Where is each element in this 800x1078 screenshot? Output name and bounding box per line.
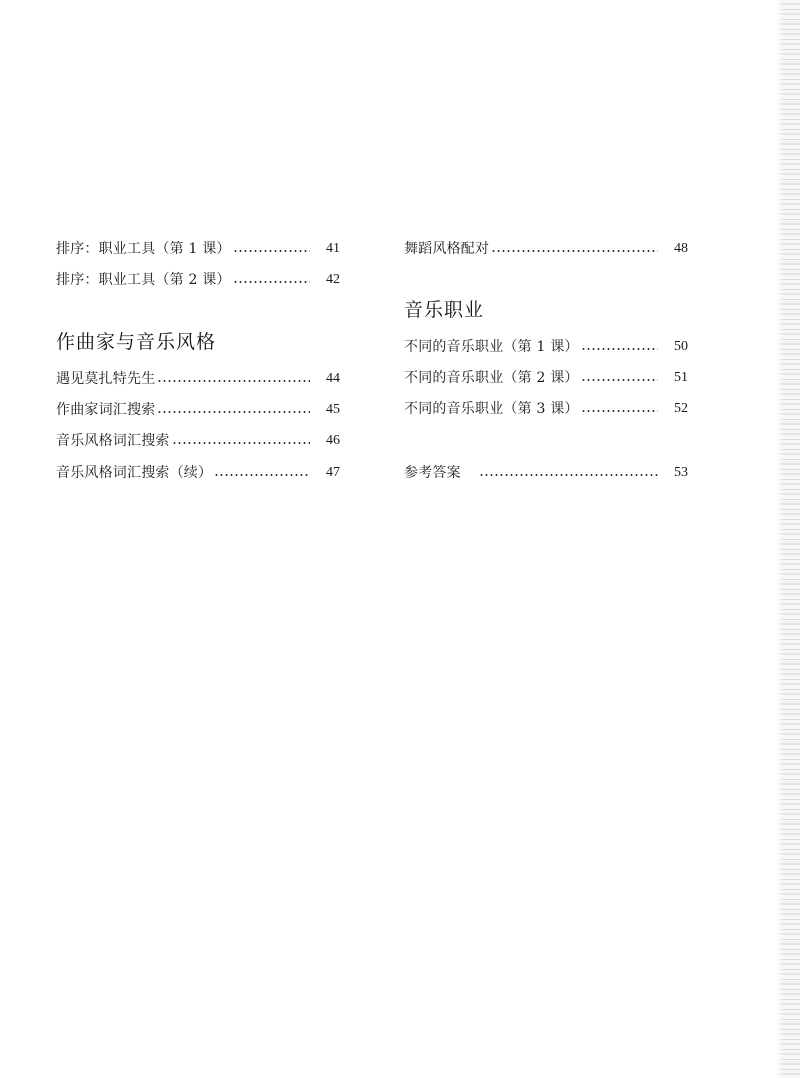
toc-entry-title: 不同的音乐职业（第 2 课）: [404, 370, 579, 386]
toc-entry[interactable]: [56, 238, 340, 260]
dot-leader: [233, 269, 310, 291]
toc-entry-title: 参考答案: [404, 465, 461, 481]
toc-entry[interactable]: [56, 269, 340, 291]
toc-entry-page: 52: [674, 401, 688, 416]
toc-entry-page: 45: [326, 402, 340, 417]
toc-entry-title: 排序：职业工具（第 2 课）: [56, 272, 231, 288]
toc-entry-page: 48: [674, 241, 688, 256]
toc-entry[interactable]: [56, 368, 340, 390]
dot-leader: [581, 398, 658, 420]
toc-entry[interactable]: [56, 399, 340, 421]
dot-leader: [233, 238, 310, 260]
toc-entry-page: 41: [326, 241, 340, 256]
section-heading: 作曲家与音乐风格: [56, 331, 217, 353]
dot-leader: [157, 399, 310, 421]
toc-entry-page: 44: [326, 371, 340, 386]
toc-entry-title: 音乐风格词汇搜索（续）: [56, 465, 213, 481]
toc-entry[interactable]: [404, 398, 688, 420]
section-heading: 音乐职业: [404, 299, 485, 321]
dot-leader: [581, 367, 658, 389]
page-edge-texture: [776, 0, 800, 1078]
toc-entry-answers[interactable]: [404, 462, 688, 484]
toc-entry-page: 47: [326, 465, 340, 480]
toc-entry-page: 53: [674, 465, 688, 480]
dot-leader: [172, 430, 310, 452]
toc-entry[interactable]: [404, 336, 688, 358]
toc-entry-title: 排序：职业工具（第 1 课）: [56, 241, 231, 257]
toc-entry-title: 作曲家词汇搜索: [56, 402, 156, 418]
toc-entry[interactable]: [56, 430, 340, 452]
toc-entry-page: 50: [674, 339, 688, 354]
toc-entry[interactable]: [404, 367, 688, 389]
toc-entry-page: 42: [326, 272, 340, 287]
dot-leader: [157, 368, 310, 390]
toc-entry-title: 不同的音乐职业（第 3 课）: [404, 401, 579, 417]
toc-entry[interactable]: [404, 238, 688, 260]
toc-entry-title: 遇见莫扎特先生: [56, 371, 156, 387]
dot-leader: [214, 462, 310, 484]
toc-entry-title: 音乐风格词汇搜索: [56, 433, 170, 449]
toc-entry-page: 46: [326, 433, 340, 448]
dot-leader: [479, 462, 658, 484]
dot-leader: [581, 336, 658, 358]
toc-entry-title: 舞蹈风格配对: [404, 241, 490, 257]
toc-entry[interactable]: [56, 462, 340, 484]
toc-entry-page: 51: [674, 370, 688, 385]
dot-leader: [491, 238, 658, 260]
toc-entry-title: 不同的音乐职业（第 1 课）: [404, 339, 579, 355]
